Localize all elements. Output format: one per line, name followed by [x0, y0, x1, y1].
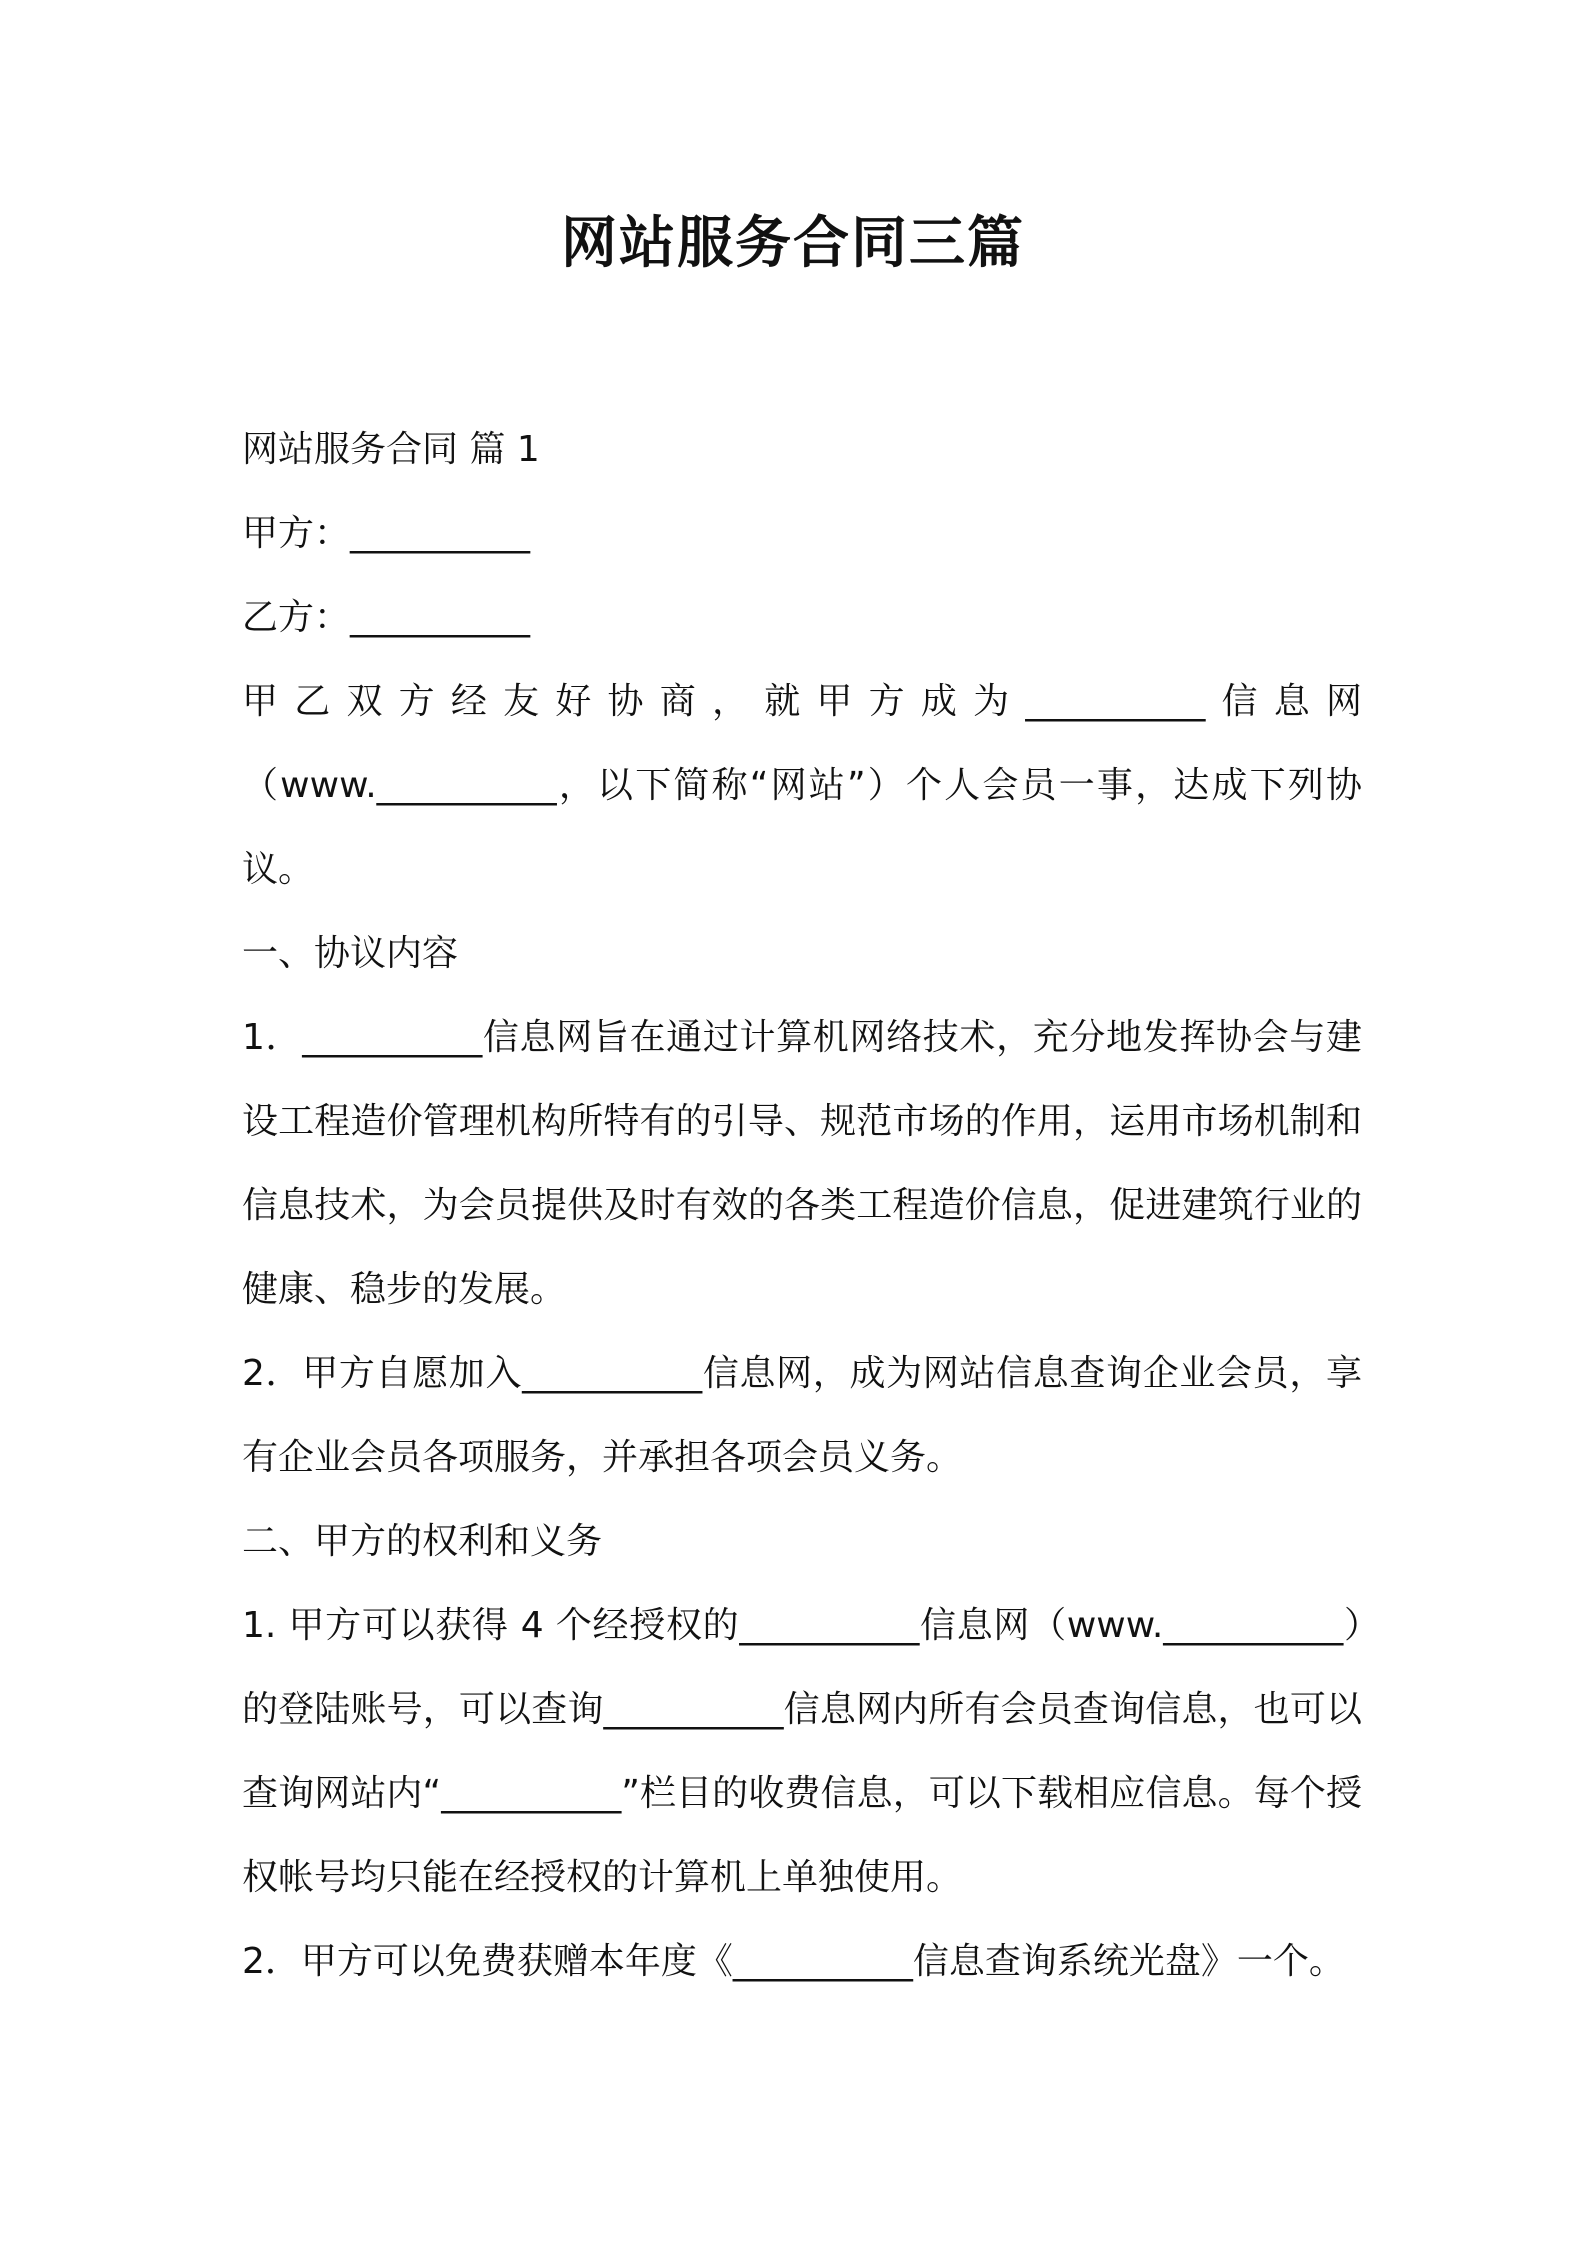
section-2-item-2: 2．甲方可以免费获赠本年度《__________信息查询系统光盘》一个。	[242, 1941, 1345, 1982]
section-1-item-2: 2．甲方自愿加入__________信息网，成为网站信息查询企业会员，享有企业会员各项服务，并承担各项会员义务。	[242, 1353, 1362, 1478]
section-1-heading: 一、协议内容	[242, 933, 459, 974]
party-a-line: 甲方：__________	[242, 513, 531, 554]
contract-subtitle: 网站服务合同 篇 1	[242, 429, 540, 470]
intro-paragraph: 甲乙双方经友好协商，就甲方成为__________信息网（www.__________，以下简称“网站”）个人会员一事，达成下列协议。	[242, 681, 1362, 890]
party-b-line: 乙方：__________	[242, 597, 531, 638]
document-title: 网站服务合同三篇	[561, 211, 1025, 276]
section-2-item-1: 1. 甲方可以获得 4 个经授权的__________信息网（www.__________）的登陆账号，可以查询__________信息网内所有会员查询信息，也可以查询网站内“__________”栏目的收费信息，可以下载相应信息。每个授权帐号均只能在经授权的计算机上单独使用。	[242, 1605, 1362, 1898]
document-body	[242, 408, 1362, 2004]
section-2-heading: 二、甲方的权利和义务	[242, 1521, 603, 1562]
section-1-item-1: 1．__________信息网旨在通过计算机网络技术，充分地发挥协会与建设工程造价管理机构所特有的引导、规范市场的作用，运用市场机制和信息技术，为会员提供及时有效的各类工程造价信息，促进建筑行业的健康、稳步的发展。	[242, 1017, 1362, 1310]
